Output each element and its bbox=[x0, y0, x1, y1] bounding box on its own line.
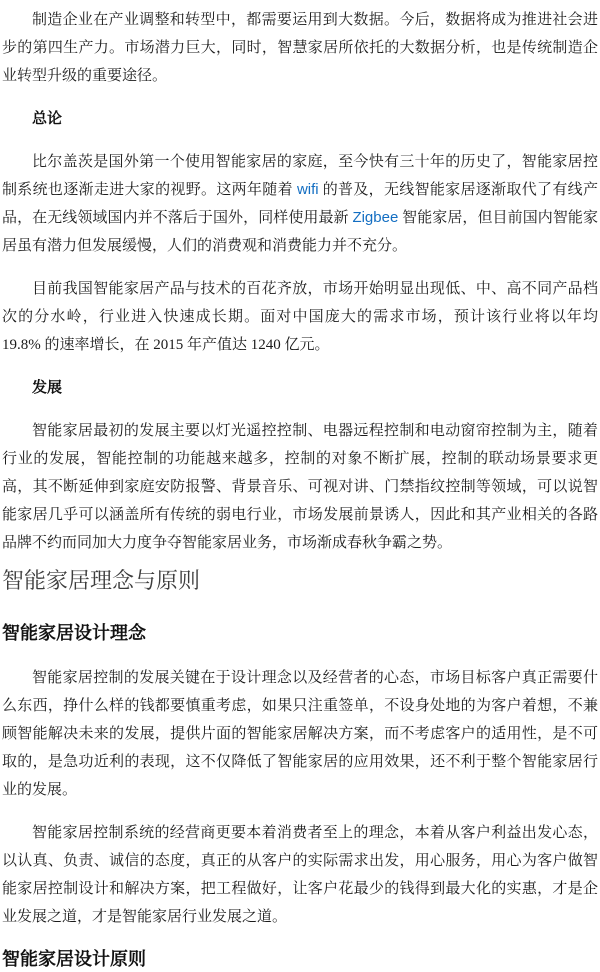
paragraph-development: 智能家居最初的发展主要以灯光遥控控制、电器远程控制和电动窗帘控制为主，随着行业的发展，智能控制的功能越来越多，控制的对象不断扩展，控制的联动场景要求更高，其不断延伸到家庭安防报警、背景音乐、可视对讲、门禁指纹控制等领域，可以说智能家居几乎可以涵盖所有传统的弱电行业，市场发展前景诱人，因此和其产业相关的各路品牌不约而同加大力度争夺智能家居业务，市场渐成春秋争霸之势。 bbox=[2, 423, 598, 551]
paragraph-overview-1 bbox=[2, 148, 598, 260]
paragraph-overview-2: 目前我国智能家居产品与技术的百花齐放，市场开始明显出现低、中、高不同产品档次的分水岭，行业进入快速成长期。面对中国庞大的需求市场，预计该行业将以年均 19.8% 的速率增长，在 2015 年产值达 1240 亿元。 bbox=[2, 281, 598, 353]
section-title-concepts-and-principles: 智能家居理念与原则 bbox=[2, 568, 201, 593]
heading-development: 发展 bbox=[32, 380, 63, 396]
heading-design-principles: 智能家居设计原则 bbox=[2, 949, 146, 969]
zigbee-link[interactable]: Zigbee bbox=[352, 209, 399, 226]
wifi-link[interactable]: wifi bbox=[296, 181, 319, 198]
text-segment: 比尔盖茨是国外第一个使用智能家居的家庭，至今快有三十年的历史了，智能家居控制系统也逐渐走进大家的视野。这两年随着 bbox=[2, 154, 598, 198]
text-segment: 智能家居，但目前国内智能家居虽有潜力但发展缓慢，人们的消费观和消费能力并不充分。 bbox=[2, 210, 598, 254]
text-segment: 的普及，无线智能家居逐渐取代了有线产品，在无线领域国内并不落后于国外，同样使用最新 bbox=[2, 182, 598, 226]
paragraph-design-concept-1: 智能家居控制的发展关键在于设计理念以及经营者的心态，市场目标客户真正需要什么东西，挣什么样的钱都要慎重考虑，如果只注重签单，不设身处地的为客户着想，不兼顾智能解决未来的发展，提供片面的智能家居解决方案，而不考虑客户的适用性，是不可取的，是急功近利的表现，这不仅降低了智能家居的应用效果，还不利于整个智能家居行业的发展。 bbox=[2, 670, 598, 798]
heading-overview: 总论 bbox=[32, 111, 63, 127]
paragraph-big-data: 制造企业在产业调整和转型中，都需要运用到大数据。今后，数据将成为推进社会进步的第四生产力。市场潜力巨大，同时，智慧家居所依托的大数据分析，也是传统制造企业转型升级的重要途径。 bbox=[2, 12, 598, 84]
paragraph-design-concept-2: 智能家居控制系统的经营商更要本着消费者至上的理念，本着从客户利益出发心态，以认真、负责、诚信的态度，真正的从客户的实际需求出发，用心服务，用心为客户做智能家居控制设计和解决方案，把工程做好，让客户花最少的钱得到最大化的实惠，才是企业发展之道，才是智能家居行业发展之道。 bbox=[2, 825, 598, 925]
article-body bbox=[2, 6, 598, 972]
heading-design-concept: 智能家居设计理念 bbox=[2, 623, 146, 643]
